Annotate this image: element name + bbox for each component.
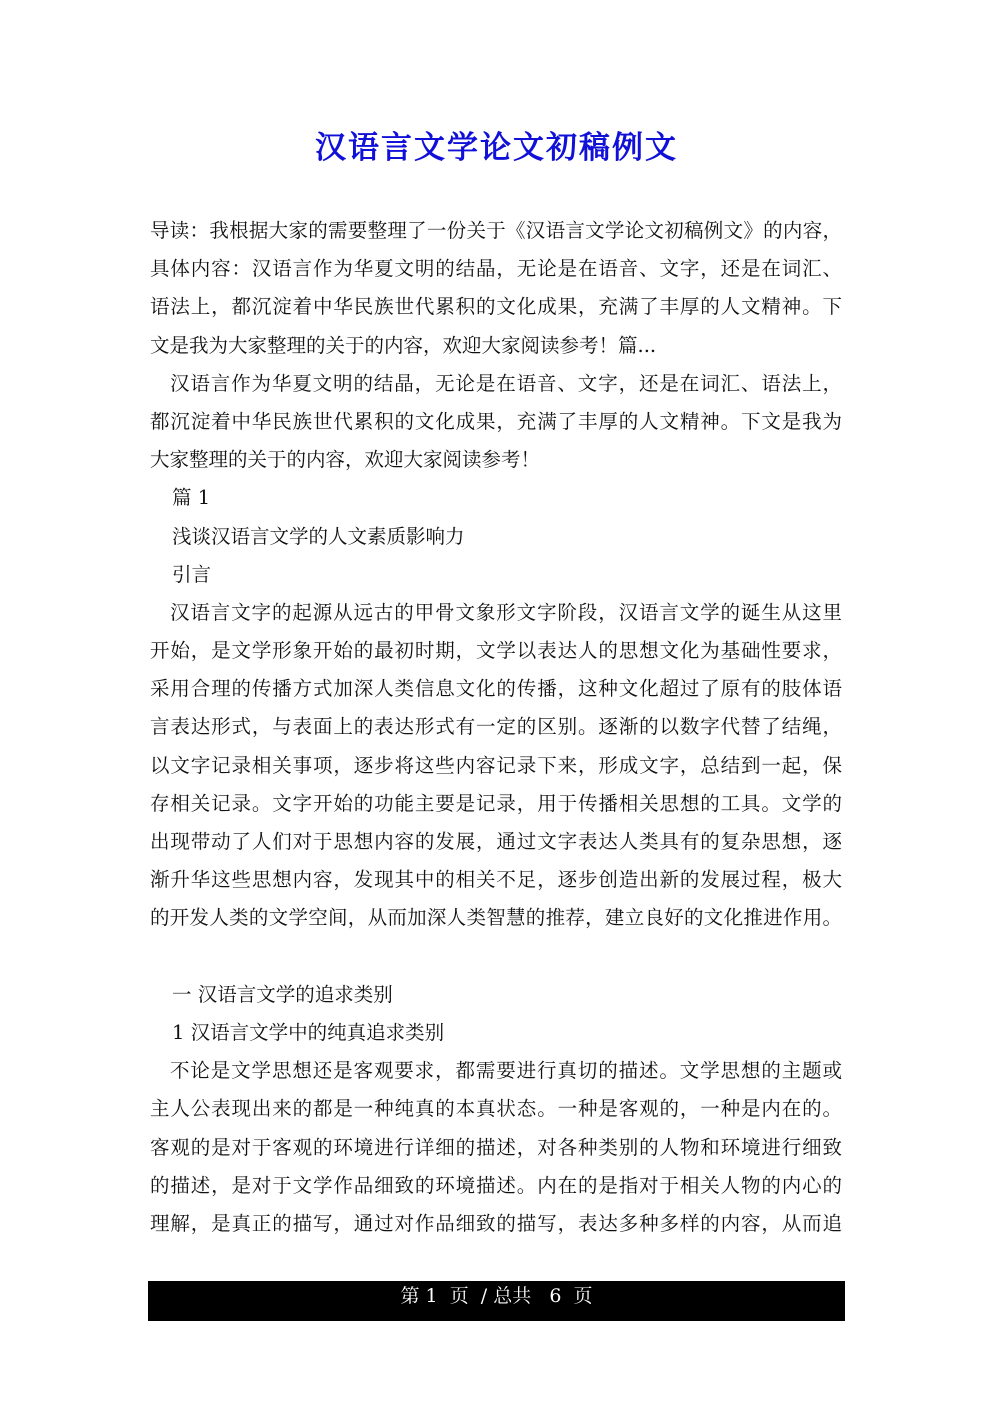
section-heading: 引言 [172, 562, 212, 586]
paragraph-line: 具体内容：汉语言作为华夏文明的结晶，无论是在语音、文字，还是在词汇、 [150, 257, 842, 281]
paragraph-line: 渐升华这些思想内容，发现其中的相关不足，逐步创造出新的发展过程，极大 [150, 868, 842, 892]
document-body [150, 212, 842, 1243]
paragraph-line: 采用合理的传播方式加深人类信息文化的传播，这种文化超过了原有的肢体语 [150, 677, 842, 701]
paragraph-line: 开始，是文学形象开始的最初时期，文学以表达人的思想文化为基础性要求， [150, 639, 842, 663]
paragraph-line: 存相关记录。文字开始的功能主要是记录，用于传播相关思想的工具。文学的 [150, 791, 842, 815]
paragraph-line: 都沉淀着中华民族世代累积的文化成果，充满了丰厚的人文精神。下文是我为 [150, 409, 842, 433]
paragraph-line: 主人公表现出来的都是一种纯真的本真状态。一种是客观的，一种是内在的。 [150, 1097, 842, 1121]
document-title: 汉语言文学论文初稿例文 [315, 130, 678, 166]
paragraph-line: 理解，是真正的描写，通过对作品细致的描写，表达多种多样的内容，从而追 [150, 1211, 842, 1235]
paragraph-line: 客观的是对于客观的环境进行详细的描述，对各种类别的人物和环境进行细致 [150, 1135, 842, 1159]
paragraph-line: 以文字记录相关事项，逐步将这些内容记录下来，形成文字，总结到一起，保 [150, 753, 842, 777]
section-label: 篇 1 [172, 486, 211, 510]
paragraph-line: 的开发人类的文学空间，从而加深人类智慧的推荐，建立良好的文化推进作用。 [150, 906, 842, 930]
page-number-label: 第 1 页 / 总共 6 页 [400, 1285, 593, 1307]
paragraph-line: 语法上，都沉淀着中华民族世代累积的文化成果，充满了丰厚的人文精神。下 [150, 295, 842, 319]
blank-line [150, 938, 842, 976]
paragraph-line: 言表达形式，与表面上的表达形式有一定的区别。逐渐的以数字代替了结绳， [150, 715, 842, 739]
subsection-heading: 1 汉语言文学中的纯真追求类别 [172, 1020, 445, 1044]
article-title: 浅谈汉语言文学的人文素质影响力 [172, 524, 465, 548]
paragraph-line: 不论是文学思想还是客观要求，都需要进行真切的描述。文学思想的主题或 [170, 1059, 842, 1083]
section-heading: 一 汉语言文学的追求类别 [172, 982, 393, 1006]
paragraph-line: 出现带动了人们对于思想内容的发展，通过文字表达人类具有的复杂思想，逐 [150, 830, 842, 853]
paragraph-line: 大家整理的关于的内容，欢迎大家阅读参考！ [150, 448, 541, 472]
paragraph-line: 汉语言文字的起源从远古的甲骨文象形文字阶段，汉语言文学的诞生从这里 [170, 600, 842, 624]
paragraph-line: 文是我为大家整理的关于的内容，欢迎大家阅读参考！篇... [150, 333, 657, 357]
paragraph-line: 的描述，是对于文学作品细致的环境描述。内在的是指对于相关人物的内心的 [150, 1173, 842, 1197]
paragraph-line: 导读：我根据大家的需要整理了一份关于《汉语言文学论文初稿例文》的内容， [150, 219, 842, 242]
page-footer [148, 1281, 845, 1321]
paragraph-line: 汉语言作为华夏文明的结晶，无论是在语音、文字，还是在词汇、语法上， [170, 371, 842, 395]
